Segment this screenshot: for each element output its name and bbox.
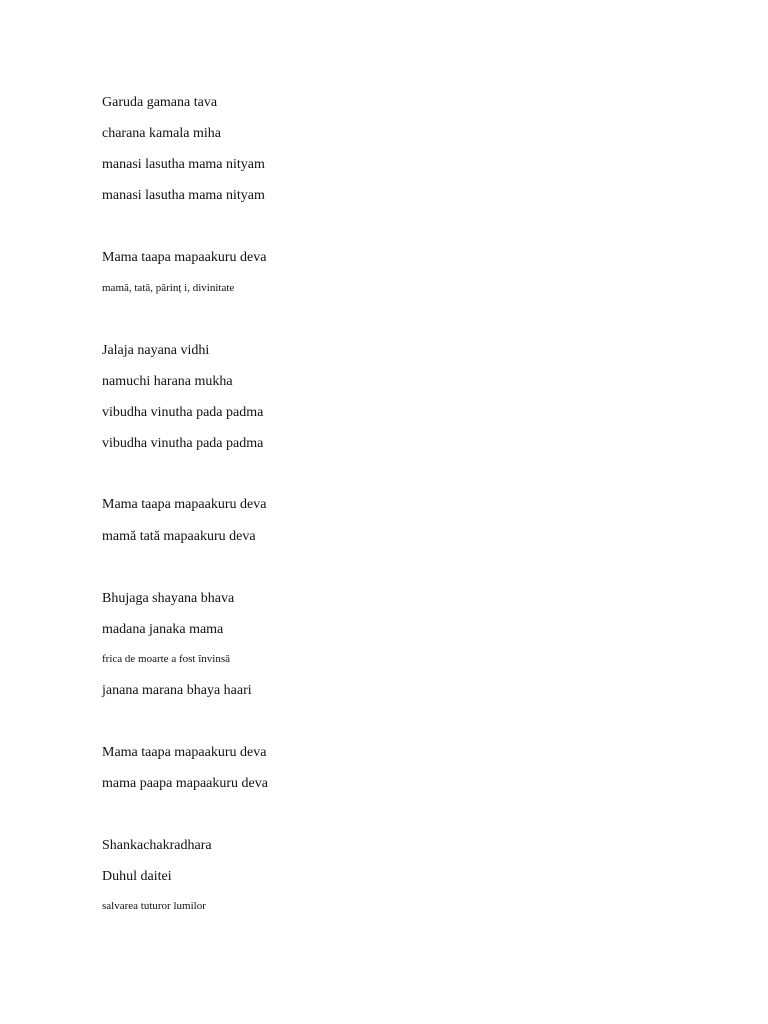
text-line: namuchi harana mukha	[102, 374, 233, 389]
text-line: manasi lasutha mama nityam	[102, 188, 265, 203]
text-line: Mama taapa mapaakuru deva	[102, 250, 267, 265]
text-line: janana marana bhaya haari	[102, 683, 252, 698]
text-line: mamă tată mapaakuru deva	[102, 529, 256, 544]
text-line: Bhujaga shayana bhava	[102, 591, 235, 606]
text-line: frica de moarte a fost învinsă	[102, 653, 230, 665]
text-line: mama paapa mapaakuru deva	[102, 776, 268, 791]
text-line: Duhul daitei	[102, 869, 172, 884]
text-line: Mama taapa mapaakuru deva	[102, 745, 267, 760]
text-line: charana kamala miha	[102, 126, 221, 141]
text-line: Garuda gamana tava	[102, 95, 218, 110]
text-line: mamă, tată, părinț i, divinitate	[102, 282, 235, 294]
text-line: madana janaka mama	[102, 622, 224, 637]
text-line: vibudha vinutha pada padma	[102, 436, 264, 451]
text-line: manasi lasutha mama nityam	[102, 157, 265, 172]
text-line: salvarea tuturor lumilor	[102, 900, 206, 912]
text-line: Jalaja nayana vidhi	[102, 343, 210, 358]
text-line: vibudha vinutha pada padma	[102, 405, 264, 420]
text-line: Shankachakradhara	[102, 838, 212, 853]
text-line: Mama taapa mapaakuru deva	[102, 497, 267, 512]
